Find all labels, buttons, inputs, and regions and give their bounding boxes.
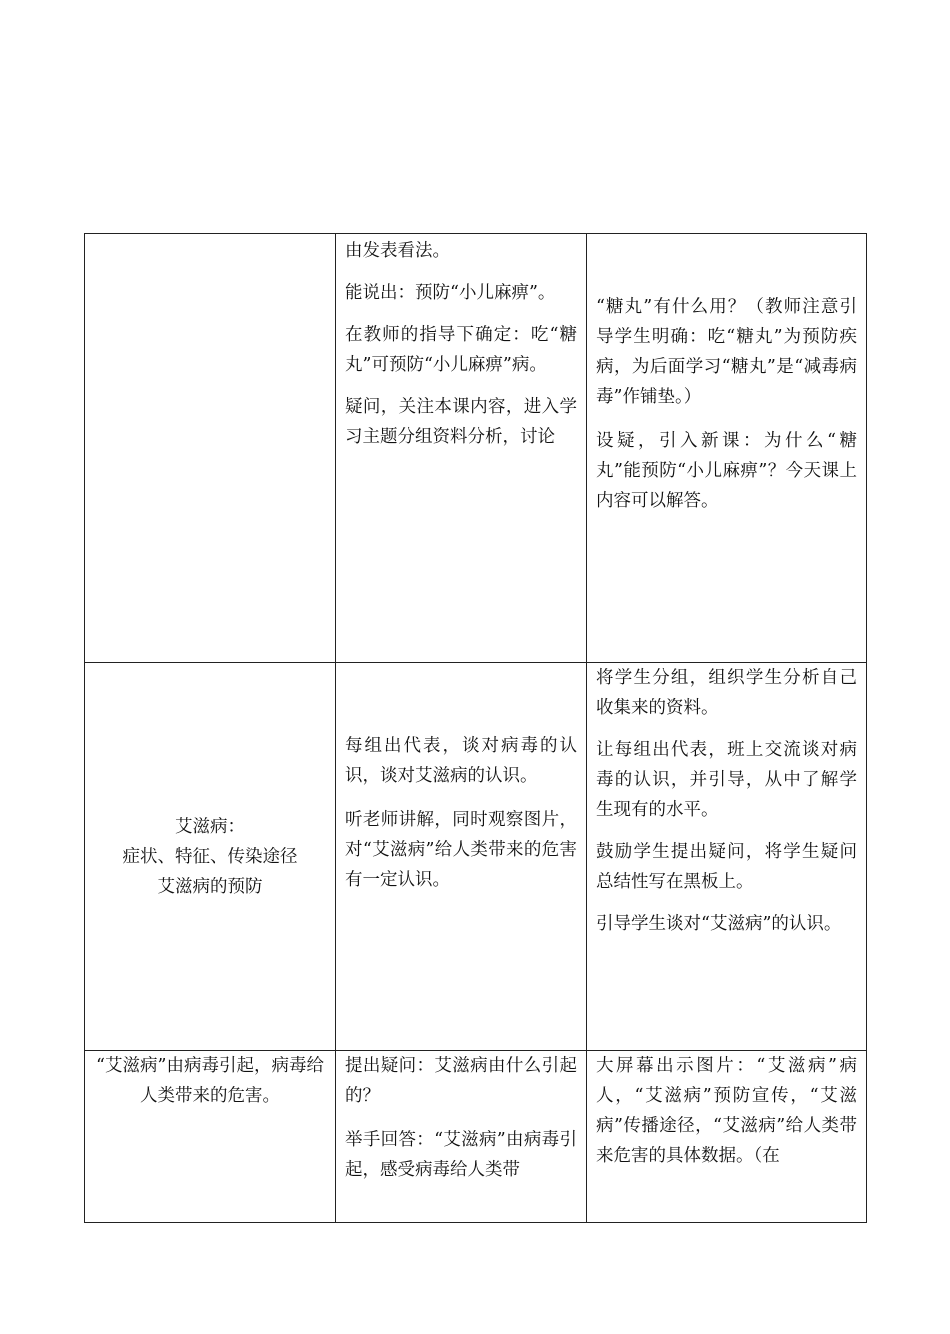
teacher-activity-text: 引导学生谈对“艾滋病”的认识。 bbox=[596, 914, 842, 934]
teacher-activity-text: 让每组出代表，班上交流谈对病毒的认识，并引导，从中了解学生现有的水平。 bbox=[596, 740, 857, 820]
table-row bbox=[85, 1051, 867, 1223]
content-text: 艾滋病的预防 bbox=[157, 876, 263, 897]
lesson-plan-table bbox=[84, 233, 867, 1223]
student-activity-text: 由发表看法。 bbox=[345, 241, 450, 261]
student-activity-text: 每组出代表，谈对病毒的认识，谈对艾滋病的认识。 bbox=[345, 736, 577, 786]
content-text: “艾滋病”由病毒引起，病毒给人类带来的危害。 bbox=[96, 1056, 324, 1106]
student-activity-cell bbox=[336, 1051, 587, 1223]
student-activity-text: 听老师讲解，同时观察图片，对“艾滋病”给人类带来的危害有一定认识。 bbox=[345, 810, 577, 890]
table-row bbox=[85, 663, 867, 1051]
teacher-activity-text: 大屏幕出示图片：“艾滋病”病人，“艾滋病”预防宣传，“艾滋病”传播途径，“艾滋病”给人类带来危害的具体数据。（在 bbox=[596, 1056, 857, 1166]
student-activity-cell bbox=[336, 234, 587, 663]
content-cell bbox=[85, 663, 336, 1051]
teacher-activity-text: 设疑，引入新课：为什么“糖丸”能预防“小儿麻痹”？今天课上内容可以解答。 bbox=[596, 431, 857, 511]
student-activity-text: 举手回答：“艾滋病”由病毒引起，感受病毒给人类带 bbox=[345, 1130, 577, 1180]
student-activity-text: 疑问，关注本课内容，进入学习主题分组资料分析，讨论 bbox=[345, 397, 577, 447]
student-activity-text: 提出疑问：艾滋病由什么引起的？ bbox=[345, 1056, 577, 1106]
teacher-activity-cell bbox=[587, 663, 867, 1051]
teacher-activity-cell bbox=[587, 1051, 867, 1223]
teacher-activity-text: “糖丸”有什么用？（教师注意引导学生明确：吃“糖丸”为预防疾病，为后面学习“糖丸”是“减毒病毒”作铺垫。） bbox=[596, 297, 857, 407]
teacher-activity-text: 鼓励学生提出疑问，将学生疑问总结性写在黑板上。 bbox=[596, 842, 857, 892]
content-text: 艾滋病： bbox=[175, 816, 245, 837]
student-activity-text: 能说出：预防“小儿麻痹”。 bbox=[345, 283, 556, 303]
content-cell bbox=[85, 234, 336, 663]
teacher-activity-cell bbox=[587, 234, 867, 663]
student-activity-cell bbox=[336, 663, 587, 1051]
table-row bbox=[85, 234, 867, 663]
content-text: 症状、特征、传染途径 bbox=[122, 846, 298, 867]
content-cell bbox=[85, 1051, 336, 1223]
student-activity-text: 在教师的指导下确定：吃“糖丸”可预防“小儿麻痹”病。 bbox=[345, 325, 577, 375]
teacher-activity-text: 将学生分组，组织学生分析自己收集来的资料。 bbox=[596, 668, 857, 718]
